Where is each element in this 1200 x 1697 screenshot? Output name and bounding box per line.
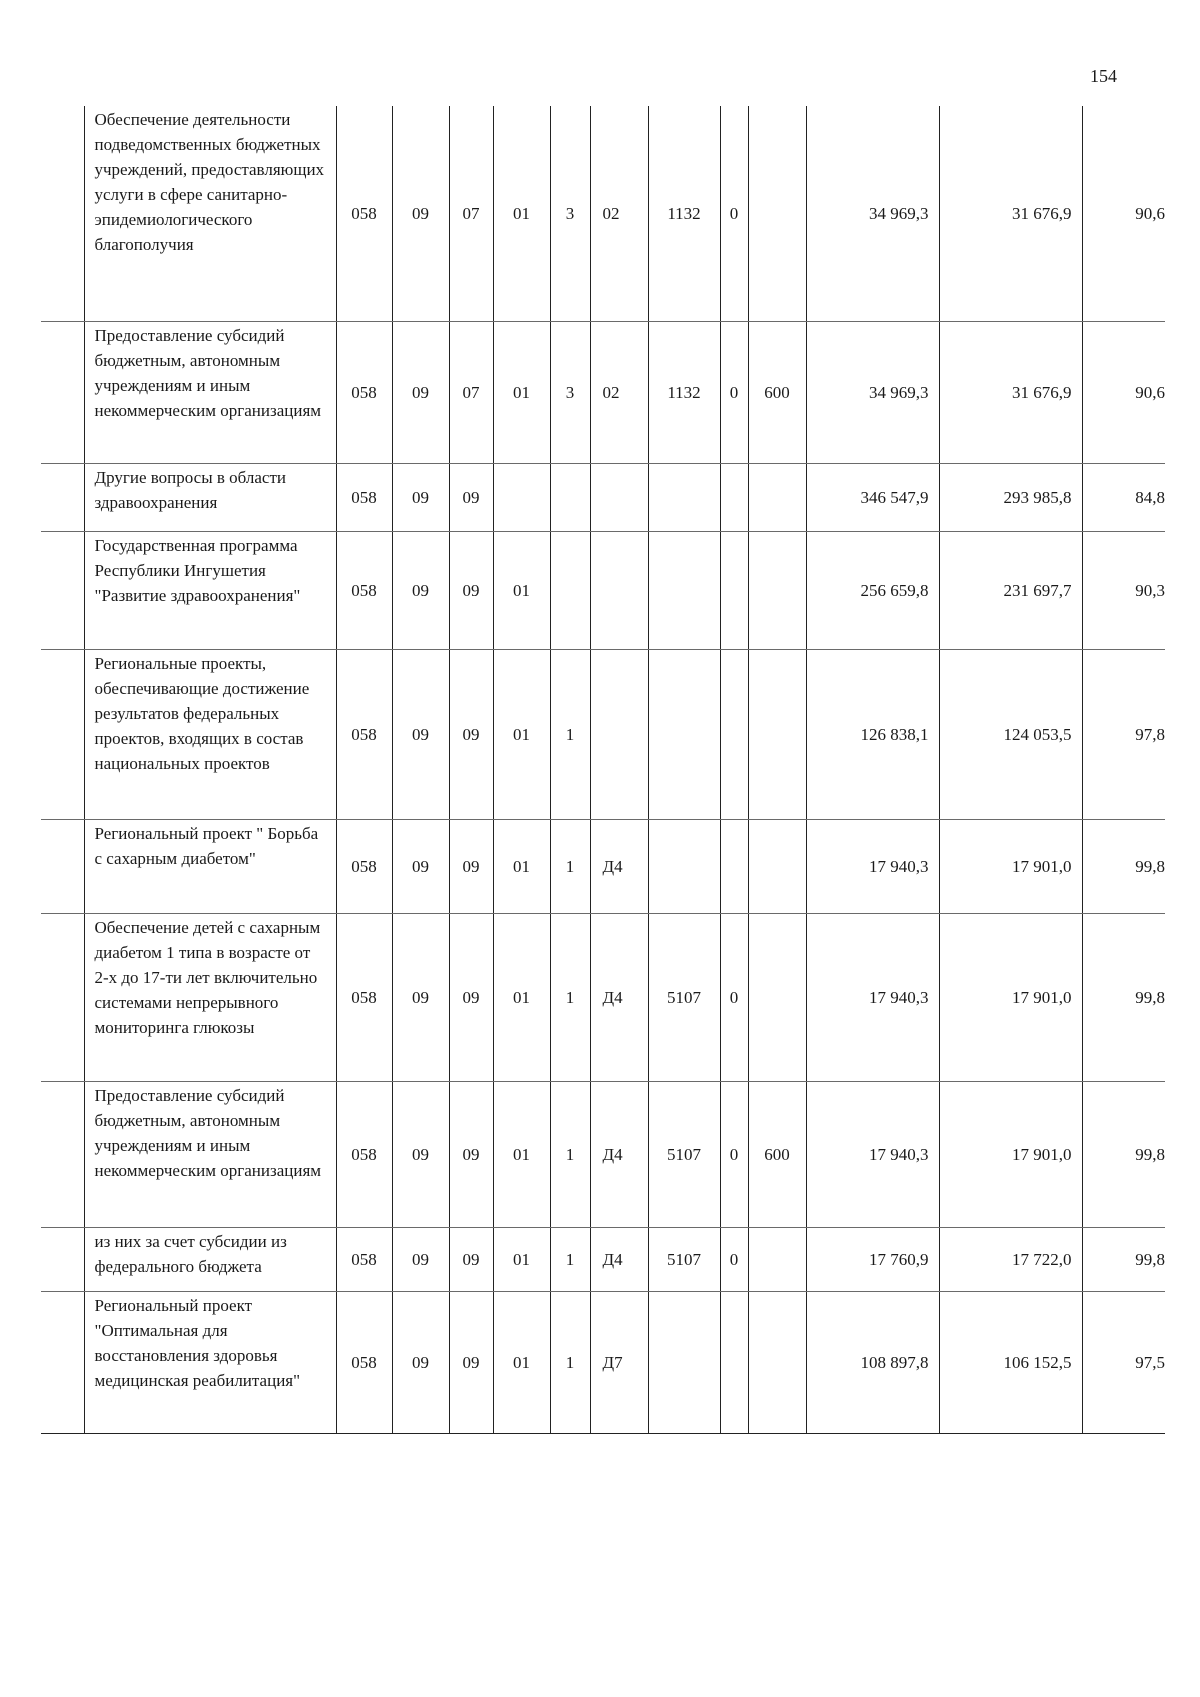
- row-name: Государственная программа Республики Ингушетия "Развитие здравоохранения": [84, 531, 336, 649]
- row-section-code: 09: [392, 1291, 449, 1433]
- row-name: Региональные проекты, обеспечивающие достижение результатов федеральных проектов, входящих в состав национальных проектов: [84, 649, 336, 819]
- row-percent-value: 99,8: [1082, 913, 1165, 1081]
- row-direction-code: [648, 463, 720, 531]
- row-subsection-code: 09: [449, 913, 493, 1081]
- row-program-code: 01: [493, 819, 550, 913]
- table-row: [41, 463, 1165, 531]
- row-direction-code: 1132: [648, 106, 720, 321]
- row-blank-cell: [41, 321, 84, 463]
- row-direction-code: 5107: [648, 1081, 720, 1227]
- row-fact-value: 17 722,0: [939, 1227, 1082, 1291]
- row-plan-value: 17 940,3: [806, 819, 939, 913]
- row-plan-value: 108 897,8: [806, 1291, 939, 1433]
- row-plan-value: 126 838,1: [806, 649, 939, 819]
- row-ministry-code: 058: [336, 531, 392, 649]
- row-direction-code: 5107: [648, 913, 720, 1081]
- row-percent-value: 84,8: [1082, 463, 1165, 531]
- row-program-code: 01: [493, 1081, 550, 1227]
- table-row: [41, 531, 1165, 649]
- row-expense-type-code: [748, 649, 806, 819]
- row-fact-value: 31 676,9: [939, 321, 1082, 463]
- row-project-code: Д4: [590, 1081, 648, 1227]
- row-name: из них за счет субсидии из федерального бюджета: [84, 1227, 336, 1291]
- row-subdirection-code: 0: [720, 1227, 748, 1291]
- table-row: [41, 819, 1165, 913]
- row-subdirection-code: [720, 1291, 748, 1433]
- row-program-code: 01: [493, 106, 550, 321]
- row-plan-value: 17 940,3: [806, 1081, 939, 1227]
- row-subsection-code: 09: [449, 1081, 493, 1227]
- row-subprogram-code: 3: [550, 321, 590, 463]
- row-ministry-code: 058: [336, 1291, 392, 1433]
- row-blank-cell: [41, 1291, 84, 1433]
- row-project-code: 02: [590, 321, 648, 463]
- row-project-code: [590, 463, 648, 531]
- row-fact-value: 17 901,0: [939, 1081, 1082, 1227]
- budget-table: [41, 106, 1165, 1434]
- row-section-code: 09: [392, 1081, 449, 1227]
- row-section-code: 09: [392, 819, 449, 913]
- row-percent-value: 99,8: [1082, 819, 1165, 913]
- row-fact-value: 17 901,0: [939, 913, 1082, 1081]
- table-row: [41, 1081, 1165, 1227]
- row-plan-value: 34 969,3: [806, 321, 939, 463]
- row-plan-value: 256 659,8: [806, 531, 939, 649]
- table-row: [41, 321, 1165, 463]
- row-program-code: 01: [493, 649, 550, 819]
- row-blank-cell: [41, 649, 84, 819]
- row-program-code: [493, 463, 550, 531]
- row-plan-value: 34 969,3: [806, 106, 939, 321]
- row-direction-code: [648, 1291, 720, 1433]
- row-program-code: 01: [493, 913, 550, 1081]
- row-program-code: 01: [493, 1227, 550, 1291]
- row-blank-cell: [41, 819, 84, 913]
- row-subdirection-code: 0: [720, 1081, 748, 1227]
- row-ministry-code: 058: [336, 649, 392, 819]
- row-project-code: Д4: [590, 913, 648, 1081]
- row-expense-type-code: [748, 819, 806, 913]
- row-section-code: 09: [392, 1227, 449, 1291]
- row-percent-value: 97,8: [1082, 649, 1165, 819]
- row-name: Региональный проект " Борьба с сахарным диабетом": [84, 819, 336, 913]
- row-expense-type-code: [748, 106, 806, 321]
- row-percent-value: 90,3: [1082, 531, 1165, 649]
- row-percent-value: 90,6: [1082, 321, 1165, 463]
- row-project-code: Д4: [590, 1227, 648, 1291]
- row-subdirection-code: [720, 463, 748, 531]
- row-subprogram-code: 1: [550, 1291, 590, 1433]
- row-ministry-code: 058: [336, 463, 392, 531]
- row-expense-type-code: [748, 1227, 806, 1291]
- row-blank-cell: [41, 463, 84, 531]
- row-percent-value: 99,8: [1082, 1081, 1165, 1227]
- row-percent-value: 99,8: [1082, 1227, 1165, 1291]
- row-subsection-code: 07: [449, 106, 493, 321]
- row-name: Обеспечение детей с сахарным диабетом 1 типа в возрасте от 2-х до 17-ти лет включительно системами непрерывного мониторинга глюкозы: [84, 913, 336, 1081]
- row-blank-cell: [41, 106, 84, 321]
- row-blank-cell: [41, 1227, 84, 1291]
- row-subsection-code: 09: [449, 1227, 493, 1291]
- row-ministry-code: 058: [336, 321, 392, 463]
- row-subprogram-code: 1: [550, 649, 590, 819]
- row-plan-value: 346 547,9: [806, 463, 939, 531]
- row-direction-code: 1132: [648, 321, 720, 463]
- table-row: [41, 649, 1165, 819]
- row-blank-cell: [41, 531, 84, 649]
- page-number: 154: [1090, 66, 1117, 86]
- row-subsection-code: 09: [449, 1291, 493, 1433]
- row-project-code: Д7: [590, 1291, 648, 1433]
- row-expense-type-code: 600: [748, 321, 806, 463]
- row-plan-value: 17 760,9: [806, 1227, 939, 1291]
- row-ministry-code: 058: [336, 819, 392, 913]
- row-section-code: 09: [392, 649, 449, 819]
- row-percent-value: 90,6: [1082, 106, 1165, 321]
- row-ministry-code: 058: [336, 913, 392, 1081]
- table-row: [41, 1291, 1165, 1433]
- row-program-code: 01: [493, 1291, 550, 1433]
- row-subdirection-code: 0: [720, 321, 748, 463]
- row-subdirection-code: [720, 531, 748, 649]
- row-ministry-code: 058: [336, 1081, 392, 1227]
- row-subprogram-code: 3: [550, 106, 590, 321]
- row-section-code: 09: [392, 531, 449, 649]
- row-program-code: 01: [493, 531, 550, 649]
- row-direction-code: [648, 649, 720, 819]
- row-name: Предоставление субсидий бюджетным, автономным учреждениям и иным некоммерческим организациям: [84, 321, 336, 463]
- row-direction-code: [648, 819, 720, 913]
- row-subdirection-code: [720, 819, 748, 913]
- row-name: Другие вопросы в области здравоохранения: [84, 463, 336, 531]
- row-section-code: 09: [392, 463, 449, 531]
- row-project-code: [590, 649, 648, 819]
- row-blank-cell: [41, 1081, 84, 1227]
- row-expense-type-code: [748, 531, 806, 649]
- row-project-code: Д4: [590, 819, 648, 913]
- row-fact-value: 17 901,0: [939, 819, 1082, 913]
- table-row: [41, 106, 1165, 321]
- row-expense-type-code: 600: [748, 1081, 806, 1227]
- row-name: Предоставление субсидий бюджетным, автономным учреждениям и иным некоммерческим организациям: [84, 1081, 336, 1227]
- row-subsection-code: 07: [449, 321, 493, 463]
- row-fact-value: 31 676,9: [939, 106, 1082, 321]
- row-subdirection-code: 0: [720, 913, 748, 1081]
- row-subsection-code: 09: [449, 819, 493, 913]
- row-fact-value: 231 697,7: [939, 531, 1082, 649]
- row-subprogram-code: 1: [550, 913, 590, 1081]
- row-section-code: 09: [392, 106, 449, 321]
- row-fact-value: 293 985,8: [939, 463, 1082, 531]
- row-name: Обеспечение деятельности подведомственных бюджетных учреждений, предоставляющих услуги в сфере санитарно-эпидемиологического благополучия: [84, 106, 336, 321]
- row-expense-type-code: [748, 913, 806, 1081]
- row-subsection-code: 09: [449, 649, 493, 819]
- row-plan-value: 17 940,3: [806, 913, 939, 1081]
- row-subprogram-code: [550, 463, 590, 531]
- row-name: Региональный проект "Оптимальная для восстановления здоровья медицинская реабилитация": [84, 1291, 336, 1433]
- row-program-code: 01: [493, 321, 550, 463]
- row-subsection-code: 09: [449, 463, 493, 531]
- row-subprogram-code: 1: [550, 1227, 590, 1291]
- row-expense-type-code: [748, 463, 806, 531]
- row-project-code: 02: [590, 106, 648, 321]
- row-section-code: 09: [392, 321, 449, 463]
- row-ministry-code: 058: [336, 106, 392, 321]
- row-expense-type-code: [748, 1291, 806, 1433]
- row-fact-value: 106 152,5: [939, 1291, 1082, 1433]
- row-subprogram-code: [550, 531, 590, 649]
- table-row: [41, 913, 1165, 1081]
- row-subprogram-code: 1: [550, 1081, 590, 1227]
- row-fact-value: 124 053,5: [939, 649, 1082, 819]
- row-subdirection-code: 0: [720, 106, 748, 321]
- row-direction-code: [648, 531, 720, 649]
- row-ministry-code: 058: [336, 1227, 392, 1291]
- row-blank-cell: [41, 913, 84, 1081]
- row-subsection-code: 09: [449, 531, 493, 649]
- table-row: [41, 1227, 1165, 1291]
- row-direction-code: 5107: [648, 1227, 720, 1291]
- row-percent-value: 97,5: [1082, 1291, 1165, 1433]
- row-subprogram-code: 1: [550, 819, 590, 913]
- row-project-code: [590, 531, 648, 649]
- row-section-code: 09: [392, 913, 449, 1081]
- row-subdirection-code: [720, 649, 748, 819]
